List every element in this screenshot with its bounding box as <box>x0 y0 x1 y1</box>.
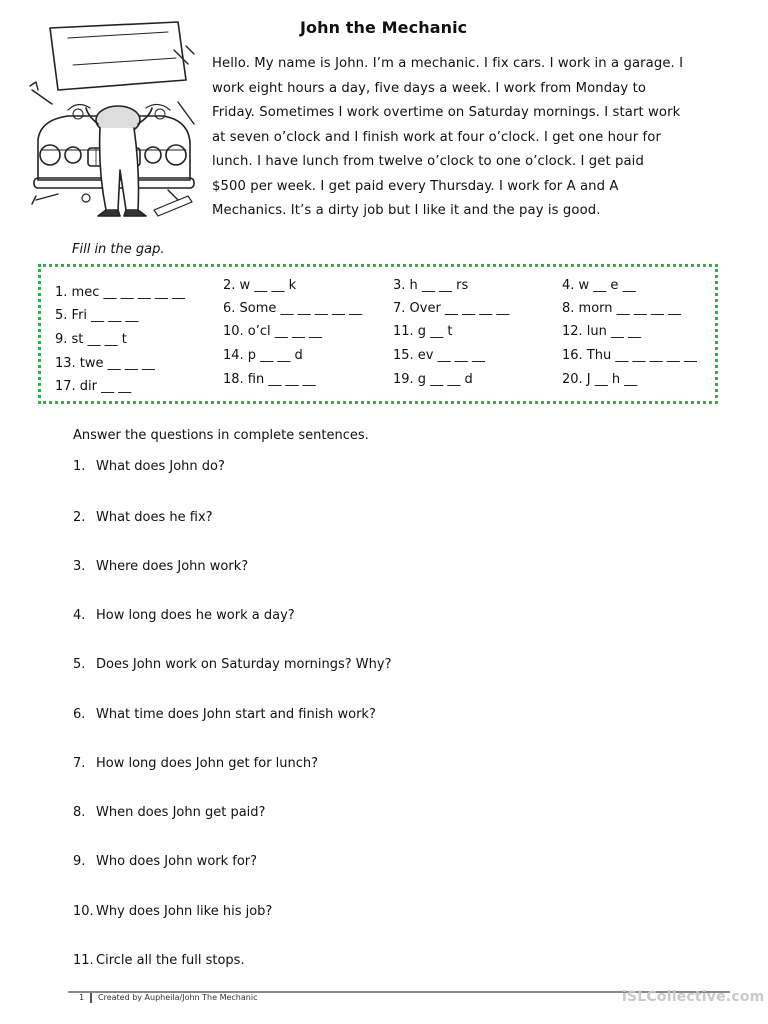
question-item <box>73 608 295 623</box>
question-text: How long does John get for lunch? <box>96 756 319 771</box>
gap-item: 8. morn __ __ __ __ <box>562 301 682 316</box>
question-number: 1. <box>73 459 86 474</box>
gap-item: 12. lun __ __ <box>562 324 642 339</box>
question-text: How long does he work a day? <box>96 608 295 623</box>
question-text: What does he fix? <box>96 510 213 525</box>
question-item <box>73 707 376 722</box>
gap-item: 9. st __ __ t <box>55 332 127 347</box>
footer-credit: Created by Aupheila/John The Mechanic <box>98 993 258 1002</box>
gap-item: 14. p __ __ d <box>223 348 303 363</box>
gap-item: 2. w __ __ k <box>223 278 297 293</box>
gap-item: 7. Over __ __ __ __ <box>393 301 510 316</box>
question-number: 11. <box>73 953 94 968</box>
question-text: Circle all the full stops. <box>96 953 245 968</box>
question-text: What does John do? <box>96 459 225 474</box>
question-item <box>73 854 257 869</box>
question-number: 6. <box>73 707 86 722</box>
question-item <box>73 805 265 820</box>
gap-item: 20. J __ h __ <box>562 372 638 387</box>
gap-item: 5. Fri __ __ __ <box>55 308 139 323</box>
question-item <box>73 904 272 919</box>
story-line: Mechanics. It’s a dirty job but I like it and the pay is good. <box>212 203 601 218</box>
question-item <box>73 953 245 968</box>
story-line: lunch. I have lunch from twelve o’clock to one o’clock. I get paid <box>212 154 644 169</box>
question-number: 5. <box>73 657 86 672</box>
question-item <box>73 657 391 672</box>
footer-separator <box>90 993 92 1003</box>
story-line: work eight hours a day, five days a week. I work from Monday to <box>212 80 647 96</box>
question-text: What time does John start and finish work? <box>96 707 376 722</box>
question-item <box>73 459 225 474</box>
gap-item: 16. Thu __ __ __ __ __ <box>562 348 697 363</box>
gap-item: 6. Some __ __ __ __ __ <box>223 301 363 316</box>
gap-item: 1. mec __ __ __ __ __ <box>55 285 186 300</box>
gap-item: 17. dir __ __ <box>55 379 132 394</box>
gap-fill-box <box>38 264 718 404</box>
question-item <box>73 559 248 574</box>
gap-item: 18. fin __ __ __ <box>223 372 316 387</box>
story-paragraph <box>212 52 712 224</box>
question-number: 3. <box>73 559 86 574</box>
fill-gap-instruction: Fill in the gap. <box>72 242 165 257</box>
question-number: 2. <box>73 510 86 525</box>
question-text: When does John get paid? <box>96 805 266 820</box>
question-number: 4. <box>73 608 86 623</box>
question-number: 8. <box>73 805 86 820</box>
story-line: Hello. My name is John. I’m a mechanic. I fix cars. I work in a garage. I <box>212 56 684 71</box>
gap-item: 10. o’cl __ __ __ <box>223 324 323 339</box>
question-text: Does John work on Saturday mornings? Why? <box>96 657 392 672</box>
mechanic-car-illustration <box>28 20 198 225</box>
gap-item: 13. twe __ __ __ <box>55 356 155 371</box>
question-number: 9. <box>73 854 86 869</box>
footer-page-number: 1 <box>79 993 85 1002</box>
question-item <box>73 756 318 771</box>
story-line: $500 per week. I get paid every Thursday. I work for A and A <box>212 178 619 194</box>
gap-item: 19. g __ __ d <box>393 372 473 387</box>
answer-instruction: Answer the questions in complete sentences. <box>73 428 369 443</box>
story-line: Friday. Sometimes I work overtime on Saturday mornings. I start work <box>212 105 681 120</box>
gap-item: 4. w __ e __ <box>562 278 636 293</box>
gap-item: 11. g __ t <box>393 324 453 339</box>
gap-item: 15. ev __ __ __ <box>393 348 485 363</box>
question-text: Who does John work for? <box>96 854 258 869</box>
story-line: at seven o’clock and I finish work at four o’clock. I get one hour for <box>212 129 661 145</box>
gap-item: 3. h __ __ rs <box>393 278 469 293</box>
question-text: Why does John like his job? <box>96 904 273 919</box>
question-text: Where does John work? <box>96 559 249 574</box>
question-number: 7. <box>73 756 86 771</box>
page-title: John the Mechanic <box>300 18 468 37</box>
question-number: 10. <box>73 904 94 919</box>
site-watermark: iSLCollective.com <box>622 989 765 1005</box>
question-item <box>73 510 213 525</box>
